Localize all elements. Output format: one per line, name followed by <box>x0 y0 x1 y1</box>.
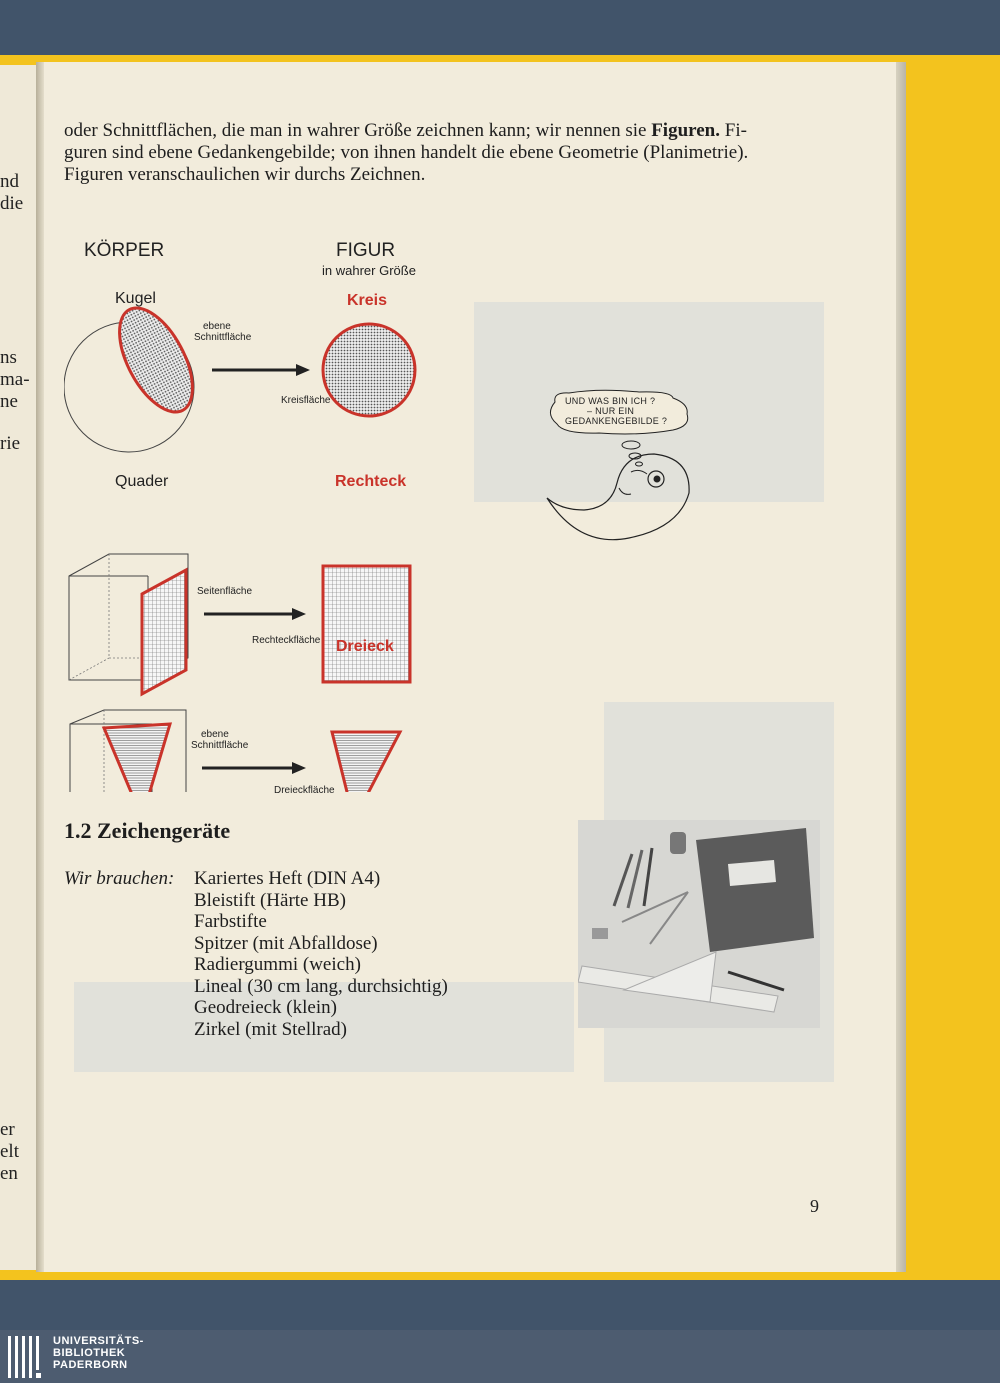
cube-triangle-cut <box>104 724 170 792</box>
circle-figure <box>323 324 415 416</box>
page-number: 9 <box>810 1196 819 1216</box>
library-name-line: UNIVERSITÄTS- <box>53 1335 144 1347</box>
library-footer <box>0 1330 1000 1383</box>
prev-fragment: ne <box>0 391 18 412</box>
rectangle-figure <box>323 566 410 682</box>
prev-fragment: elt <box>0 1141 19 1162</box>
cut-label: Seitenfläche <box>197 586 253 597</box>
intro-paragraph <box>64 120 824 186</box>
arrow-head <box>296 364 310 376</box>
section-heading: 1.2 Zeichengeräte <box>64 818 231 843</box>
list-item: Farbstifte <box>194 911 267 932</box>
drawing-tools-photo <box>578 820 820 1028</box>
photo-graphics <box>578 820 820 1028</box>
intro-bold-term: Figuren. <box>651 120 720 141</box>
figur-subtitle: in wahrer Größe <box>322 263 416 278</box>
area-label: Kreisfläche <box>281 395 331 406</box>
cut-label: ebene <box>203 321 231 332</box>
previous-page-strip <box>0 65 36 1270</box>
cartoon-text-line-3: GEDANKENGEBILDE ? <box>565 416 668 426</box>
list-item: Kariertes Heft (DIN A4) <box>194 868 381 889</box>
intro-line-1-end: Fi- <box>720 120 747 141</box>
prev-fragment: er <box>0 1119 15 1140</box>
library-name-line: PADERBORN <box>53 1359 128 1371</box>
area-label: Dreieckfläche <box>274 785 335 796</box>
area-label: Rechteckfläche <box>252 635 321 646</box>
prev-fragment: ns <box>0 347 17 368</box>
cut-label: ebene <box>201 729 229 740</box>
intro-line-1: oder Schnittflächen, die man in wahrer Größe zeichnen kann; wir nennen sie <box>64 120 652 141</box>
cartoon-illustration <box>539 388 709 578</box>
book-page <box>44 62 898 1272</box>
list-item: Geodreieck (klein) <box>194 997 337 1018</box>
body-label-kugel: Kugel <box>115 290 156 307</box>
prev-fragment: rie <box>0 433 21 454</box>
figure-label-dreieck: Dreieck <box>336 638 394 655</box>
figure-label-kreis: Kreis <box>347 292 388 309</box>
body-label-quader: Quader <box>115 473 169 490</box>
list-item: Radiergummi (weich) <box>194 954 361 975</box>
library-name-line: BIBLIOTHEK <box>53 1347 126 1359</box>
cuboid-side-face <box>142 570 186 694</box>
intro-line-2: guren sind ebene Gedankengebilde; von ihnen handelt die ebene Geometrie (Planimetrie). <box>64 142 749 163</box>
body-figure-diagram <box>64 232 444 796</box>
cut-label: Schnittfläche <box>191 740 249 751</box>
library-logo-icon <box>8 1336 44 1378</box>
triangle-figure <box>332 732 400 792</box>
cut-label: Schnittfläche <box>194 332 252 343</box>
tools-list-lead: Wir brauchen: <box>64 868 175 889</box>
library-name <box>53 1335 144 1371</box>
figur-title: FIGUR <box>336 240 396 261</box>
list-item: Zirkel (mit Stellrad) <box>194 1018 348 1040</box>
moon-face <box>547 454 689 540</box>
arrow-head <box>292 608 306 620</box>
prev-fragment: die <box>0 193 24 214</box>
diagram-graphics <box>64 232 444 792</box>
page-edge <box>896 62 906 1272</box>
intro-line-3: Figuren veranschaulichen wir durchs Zeichnen. <box>64 164 426 185</box>
notebook <box>696 828 814 952</box>
arrow-head <box>292 762 306 774</box>
figure-label-rechteck: Rechteck <box>335 473 407 490</box>
koerper-title: KÖRPER <box>84 240 165 261</box>
list-item: Bleistift (Härte HB) <box>194 889 346 911</box>
cartoon-text-line-1: UND WAS BIN ICH ? <box>565 396 656 406</box>
prev-fragment: en <box>0 1163 18 1184</box>
cartoon-text-line-2: – NUR EIN <box>587 406 635 416</box>
eraser <box>592 928 608 939</box>
tools-list <box>194 868 448 1040</box>
prev-fragment: nd <box>0 171 19 192</box>
list-item: Lineal (30 cm lang, durchsichtig) <box>194 975 448 997</box>
prev-fragment: ma- <box>0 369 30 390</box>
pencil-jar <box>670 832 686 854</box>
list-item: Spitzer (mit Abfalldose) <box>194 932 378 954</box>
